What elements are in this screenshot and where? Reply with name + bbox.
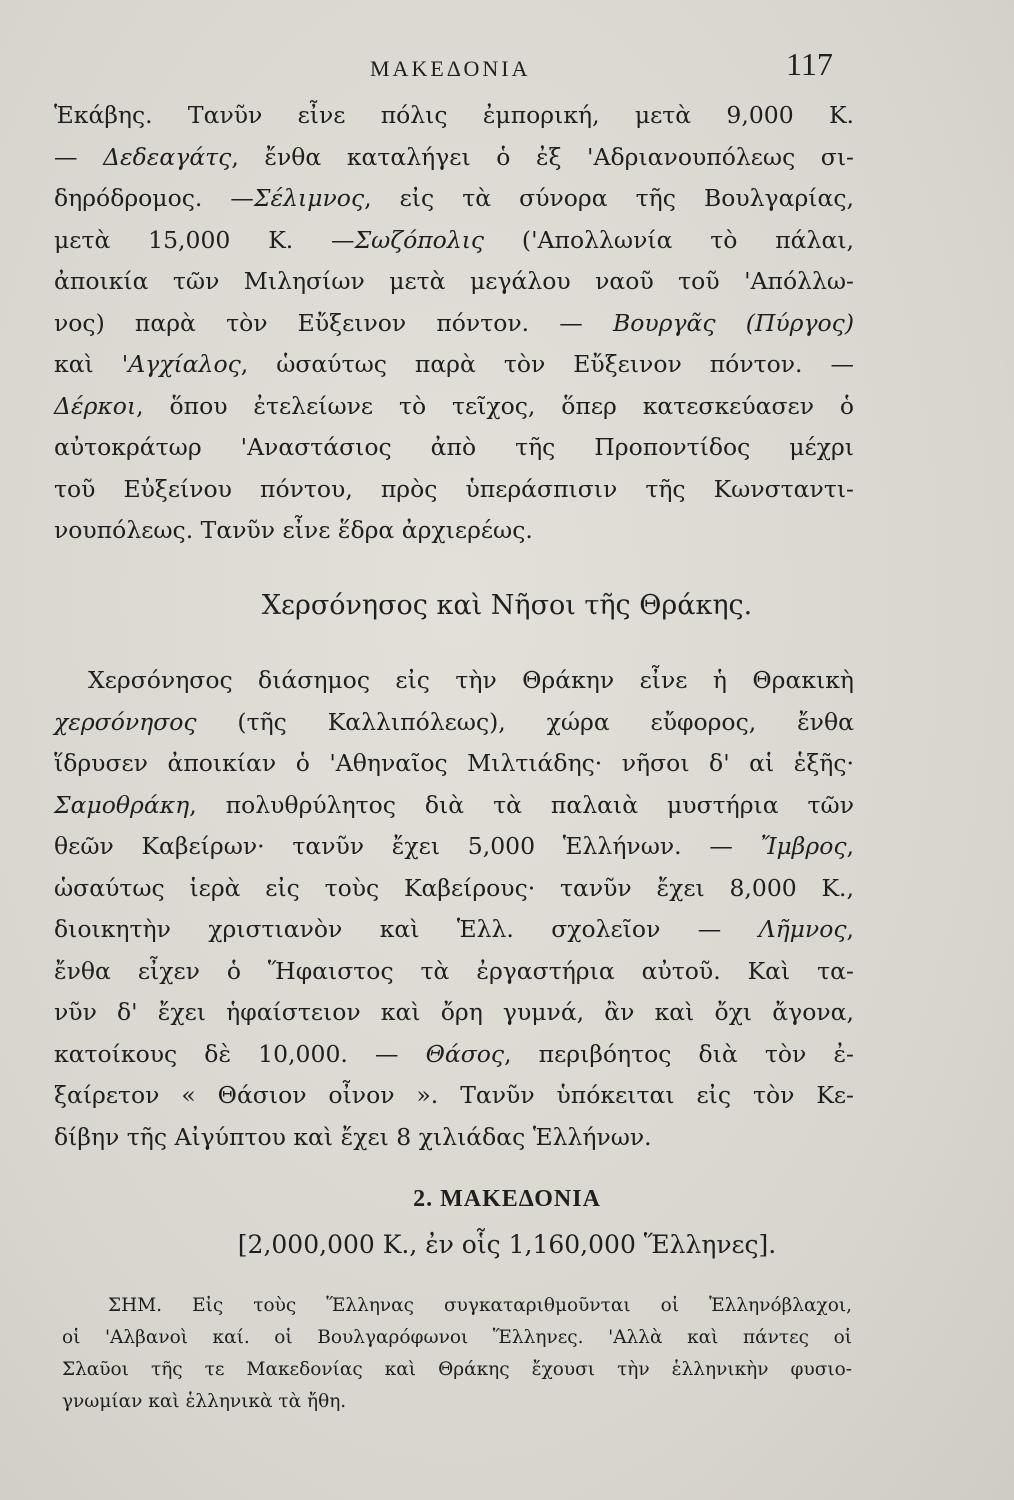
text-line: — Δεδεαγάτς, ἔνθα καταλήγει ὁ ἐξ 'Αδριανουπόλεως σι- (54, 142, 854, 171)
text-line: μετὰ 15,000 Κ. —Σωζόπολις ('Απολλωνία τὸ πάλαι, (54, 225, 854, 254)
place-name: Λῆμνος (758, 915, 847, 943)
running-title: ΜΑΚΕΔΟΝΙΑ (370, 56, 531, 81)
place-name: Δεδεαγάτς (103, 142, 232, 171)
text-line: διοικητὴν χριστιανὸν καὶ Ἑλλ. σχολεῖον — Λῆμνος, (54, 915, 854, 943)
text-line: καὶ 'Αγχίαλος, ὡσαύτως παρὰ τὸν Εὔξεινον πόντον. — (54, 350, 854, 378)
text-line: ἵδρυσεν ἀποικίαν ὁ 'Αθηναῖος Μιλτιάδης· νῆσοι δ' αἱ ἑξῆς· (54, 749, 854, 777)
text-line: θεῶν Καβείρων· τανῦν ἔχει 5,000 Ἑλλήνων. — Ἴμβρος, (54, 832, 854, 860)
place-name: Δέρκοι (54, 391, 137, 420)
text-line: δηρόδρομος. —Σέλιμνος, εἰς τὰ σύνορα τῆς Βουλγαρίας, (54, 184, 854, 212)
place-name: Σαμοθράκη (54, 790, 190, 819)
text-line: Δέρκοι, ὅπου ἐτελείωνε τὸ τεῖχος, ὅπερ κατεσκεύασεν ὁ (54, 391, 854, 420)
section-title: 2. ΜΑΚΕΔΟΝΙΑ (413, 1186, 601, 1212)
note-line: οἱ 'Αλβανοὶ καί. οἱ Βουλγαρόφωνοι Ἕλληνες. 'Αλλὰ καὶ πάντες οἱ (62, 1327, 852, 1348)
place-name: Σωζόπολις (354, 225, 485, 254)
place-name: Σέλιμνος (253, 184, 365, 212)
note-line: Σλαῦοι τῆς τε Μακεδονίας καὶ Θράκης ἔχουσι τὴν ἑλληνικὴν φυσιο- (62, 1359, 852, 1380)
text-line: αὐτοκράτωρ 'Αναστάσιος ἀπὸ τῆς Προποντίδος μέχρι (54, 433, 854, 461)
paragraph-2 (54, 660, 854, 1158)
running-head (0, 46, 1014, 86)
place-name: 'Αγχίαλος (121, 350, 241, 378)
text-line: Χερσόνησος διάσημος εἰς τὴν Θράκην εἶνε ἡ Θρακικὴ (88, 666, 854, 694)
text-line: νος) παρὰ τὸν Εὔξεινον πόντον. — Βουργᾶς (Πύργος) (54, 308, 854, 337)
population-line: [2,000,000 Κ., ἐν οἷς 1,160,000 Ἕλληνες]. (237, 1230, 777, 1259)
text-line: ὡσαύτως ἱερὰ εἰς τοὺς Καβείρους· τανῦν ἔχει 8,000 Κ., (54, 873, 854, 902)
text-line: Σαμοθράκη, πολυθρύλητος διὰ τὰ παλαιὰ μυστήρια τῶν (54, 790, 854, 819)
text-line: ἀποικία τῶν Μιλησίων μετὰ μεγάλου ναοῦ τοῦ 'Απόλλω- (54, 267, 854, 295)
place-name: Βουργᾶς (Πύργος) (612, 308, 854, 337)
text-line: τοῦ Εὐξείνου πόντου, πρὸς ὑπεράσπισιν τῆς Κωνσταντι- (54, 474, 854, 503)
text-line: δίβην τῆς Αἰγύπτου καὶ ἔχει 8 χιλιάδας Ἑλλήνων. (54, 1122, 652, 1151)
note-line: ΣΗΜ. Εἰς τοὺς Ἕλληνας συγκαταριθμοῦνται οἱ Ἑλληνόβλαχοι, (108, 1295, 852, 1316)
place-name: Θάσος (425, 1039, 505, 1068)
place-name: χερσόνησος (54, 707, 197, 736)
text-line: ἔνθα εἶχεν ὁ Ἥφαιστος τὰ ἐργαστήρια αὐτοῦ. Καὶ τα- (54, 956, 854, 985)
text-line: χερσόνησος (τῆς Καλλιπόλεως), χώρα εὔφορος, ἔνθα (54, 707, 854, 736)
text-line: ξαίρετον « Θάσιον οἶνον ». Τανῦν ὑπόκειται εἰς τὸν Κε- (54, 1081, 854, 1109)
text-line: νῦν δ' ἔχει ἡφαίστειον καὶ ὄρη γυμνά, ἂν καὶ ὄχι ἄγονα, (54, 998, 854, 1026)
section-heading: Χερσόνησος καὶ Νῆσοι τῆς Θράκης. (261, 590, 753, 621)
text-line: νουπόλεως. Τανῦν εἶνε ἕδρα ἀρχιερέως. (54, 516, 533, 544)
text-line: Ἑκάβης. Τανῦν εἶνε πόλις ἐμπορική, μετὰ 9,000 Κ. (54, 101, 854, 129)
place-name: Ἴμβρος (760, 832, 847, 860)
text-line: κατοίκους δὲ 10,000. — Θάσος, περιβόητος διὰ τὸν ἐ- (54, 1039, 854, 1068)
note-line: γνωμίαν καὶ ἑλληνικὰ τὰ ἤθη. (62, 1391, 347, 1412)
footnote (62, 1290, 852, 1418)
page-number: 117 (786, 46, 833, 82)
paragraph-1 (54, 95, 854, 552)
